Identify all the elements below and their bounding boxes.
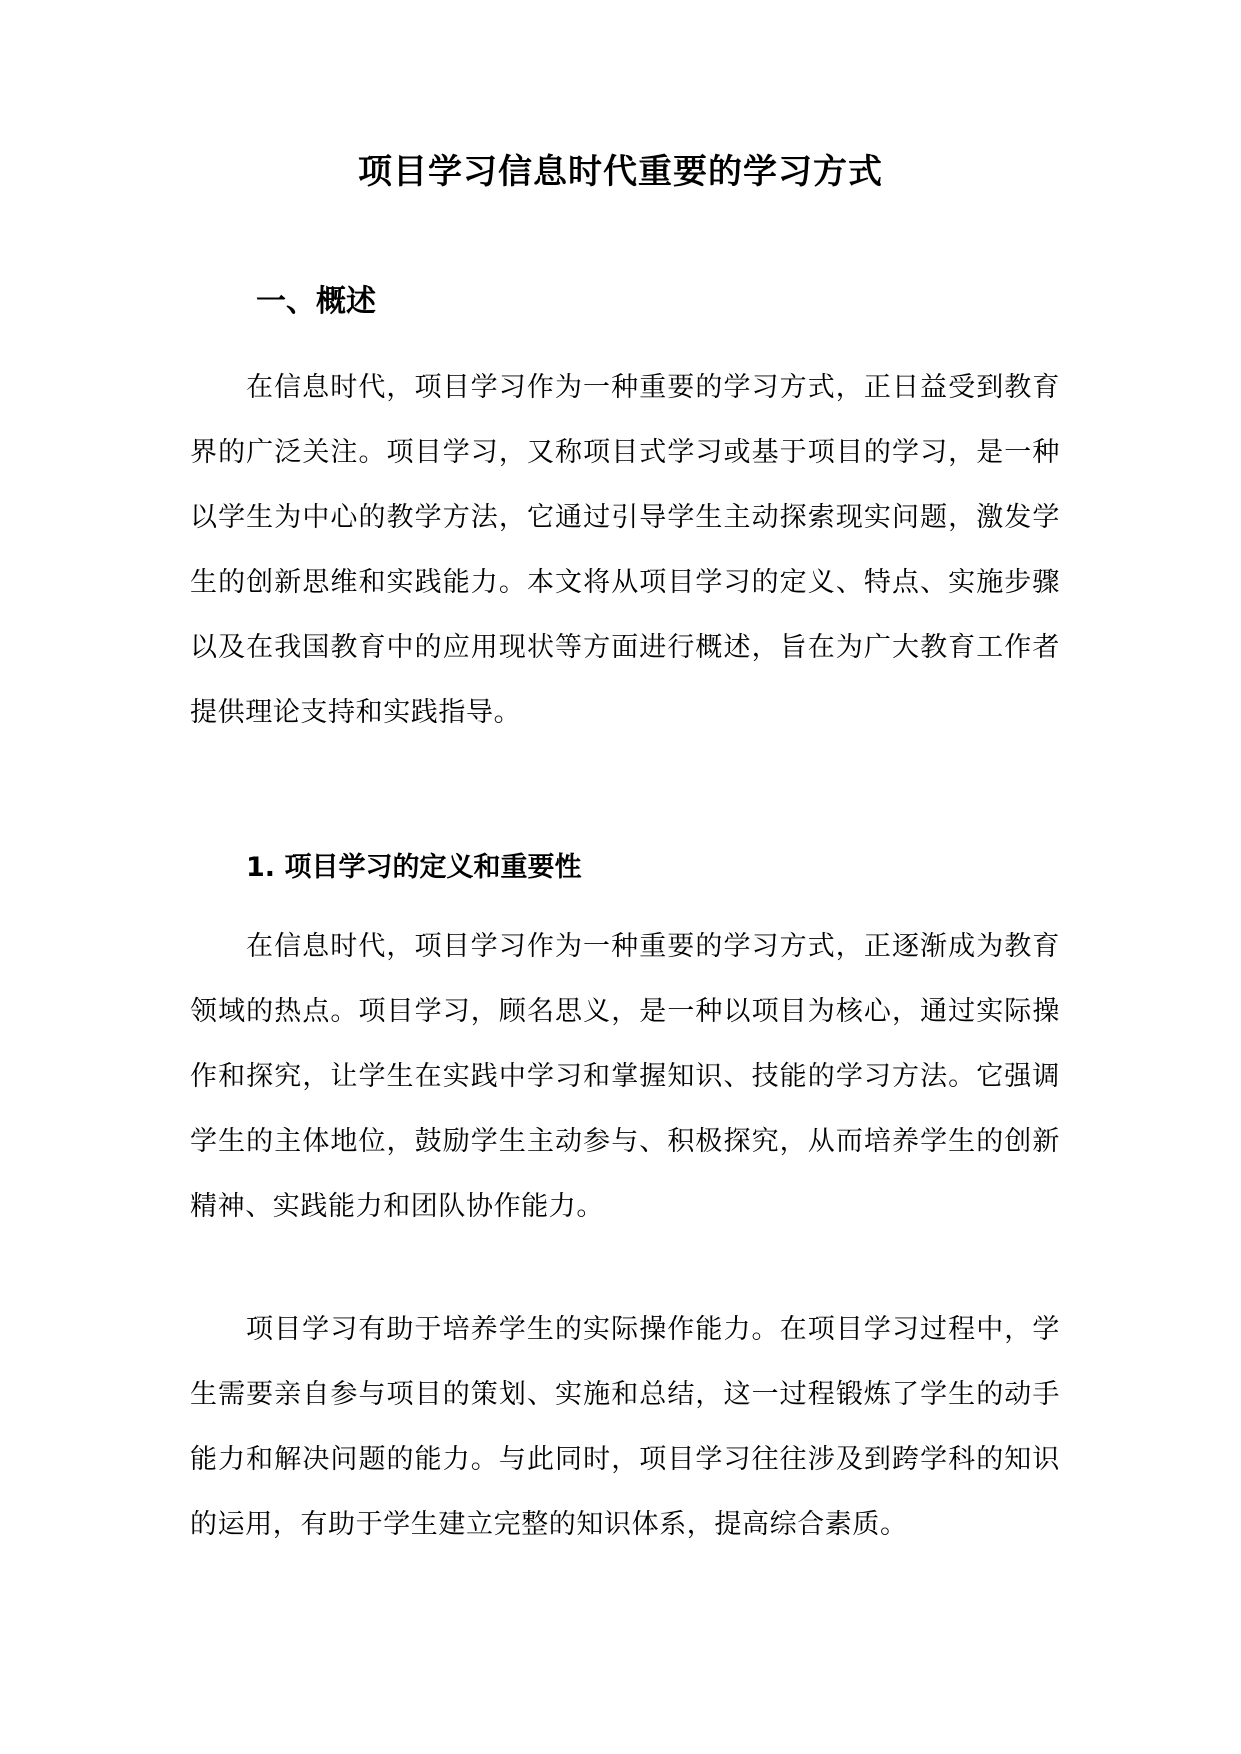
- definition-paragraph-2: 项目学习有助于培养学生的实际操作能力。在项目学习过程中，学生需要亲自参与项目的策划、实施和总结，这一过程锻炼了学生的动手能力和解决问题的能力。与此同时，项目学习往往涉及到跨学科的知识的运用，有助于学生建立完整的知识体系，提高综合素质。: [190, 1314, 1060, 1540]
- document-title: 项目学习信息时代重要的学习方式: [358, 152, 883, 192]
- overview-paragraph: 在信息时代，项目学习作为一种重要的学习方式，正日益受到教育界的广泛关注。项目学习，又称项目式学习或基于项目的学习，是一种以学生为中心的教学方法，它通过引导学生主动探索现实问题，激发学生的创新思维和实践能力。本文将从项目学习的定义、特点、实施步骤以及在我国教育中的应用现状等方面进行概述，旨在为广大教育工作者提供理论支持和实践指导。: [190, 372, 1060, 728]
- section-heading-overview: 一、概述: [256, 284, 376, 319]
- definition-paragraph-1: 在信息时代，项目学习作为一种重要的学习方式，正逐渐成为教育领域的热点。项目学习，顾名思义，是一种以项目为核心，通过实际操作和探究，让学生在实践中学习和掌握知识、技能的学习方法。它强调学生的主体地位，鼓励学生主动参与、积极探究，从而培养学生的创新精神、实践能力和团队协作能力。: [190, 931, 1060, 1222]
- subsection-heading-definition: 1. 项目学习的定义和重要性: [246, 852, 582, 883]
